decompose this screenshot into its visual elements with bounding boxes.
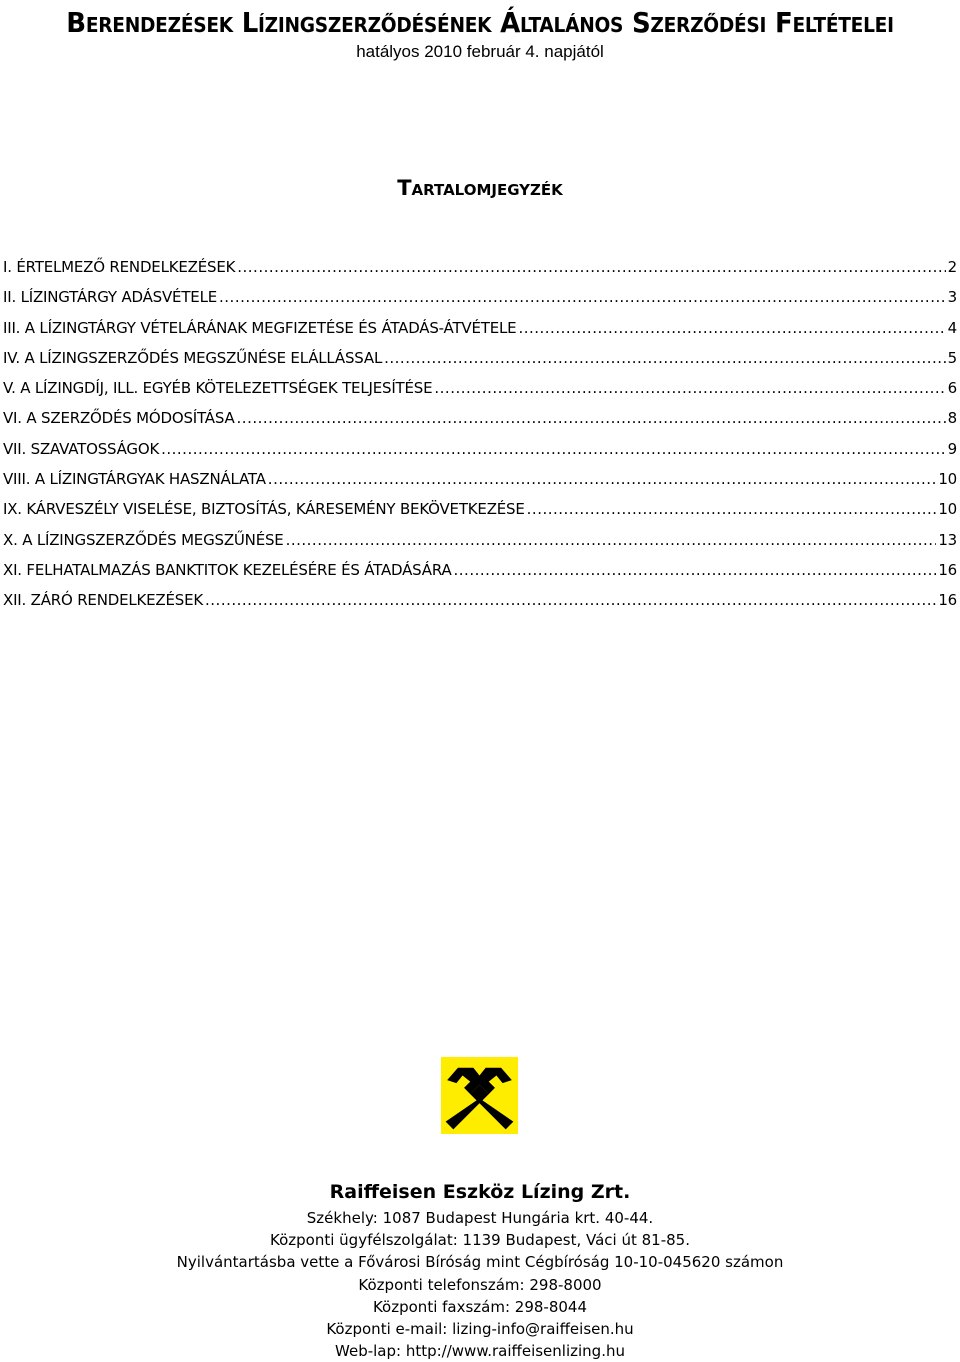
toc-entry-page: 6 xyxy=(947,379,957,398)
toc-dot-leader xyxy=(518,319,945,337)
toc-entry-title: IV. A LÍZINGSZERZŐDÉS MEGSZŰNÉSE ELÁLLÁSSAL xyxy=(3,348,383,367)
toc-entry-title: VIII. A LÍZINGTÁRGYAK HASZNÁLATA xyxy=(3,470,266,489)
toc-dot-leader xyxy=(384,349,946,367)
toc-entry[interactable] xyxy=(3,258,957,288)
footer-customer-service: Központi ügyfélszolgálat: 1139 Budapest, Váci út 81-85. xyxy=(270,1231,690,1250)
toc-entry[interactable] xyxy=(3,379,957,409)
toc-entry-title: I. ÉRTELMEZŐ RENDELKEZÉSEK xyxy=(3,258,236,276)
toc-entry[interactable] xyxy=(3,470,957,500)
toc-dot-leader xyxy=(237,409,946,427)
toc-dot-leader xyxy=(527,500,937,518)
toc-entry[interactable] xyxy=(3,409,957,439)
table-of-contents xyxy=(3,258,957,622)
toc-entry-page: 4 xyxy=(947,318,957,337)
toc-entry-page: 16 xyxy=(938,591,957,610)
toc-entry-page: 10 xyxy=(938,500,957,519)
toc-entry-page: 5 xyxy=(947,348,957,367)
toc-dot-leader xyxy=(237,258,945,276)
toc-dot-leader xyxy=(205,591,936,609)
toc-entry-page: 16 xyxy=(938,560,957,579)
toc-heading: Tartalomjegyzék xyxy=(397,176,563,200)
toc-entry[interactable] xyxy=(3,319,957,349)
toc-dot-leader xyxy=(454,561,937,579)
toc-entry-page: 3 xyxy=(947,288,957,307)
toc-entry-title: VII. SZAVATOSSÁGOK xyxy=(3,439,160,458)
company-name: Raiffeisen Eszköz Lízing Zrt. xyxy=(329,1181,631,1203)
toc-entry-title: VI. A SZERZŐDÉS MÓDOSÍTÁSA xyxy=(3,409,235,428)
footer-address: Székhely: 1087 Budapest Hungária krt. 40-44. xyxy=(306,1209,654,1227)
document-title: Berendezések Lízingszerződésének Általános Szerződési Feltételei xyxy=(66,6,894,39)
toc-entry-page: 2 xyxy=(947,258,957,276)
toc-dot-leader xyxy=(286,531,937,549)
toc-entry[interactable] xyxy=(3,288,957,318)
company-footer xyxy=(0,1178,960,1362)
toc-entry-page: 8 xyxy=(947,409,957,428)
toc-entry-title: V. A LÍZINGDÍJ, ILL. EGYÉB KÖTELEZETTSÉGEK TELJESÍTÉSE xyxy=(3,379,433,398)
toc-dot-leader xyxy=(161,440,946,458)
document-subtitle: hatályos 2010 február 4. napjától xyxy=(356,42,604,61)
toc-entry[interactable] xyxy=(3,561,957,591)
toc-entry[interactable] xyxy=(3,531,957,561)
footer-email[interactable]: Központi e-mail: lizing-info@raiffeisen.hu xyxy=(326,1319,634,1338)
footer-registration: Nyilvántartásba vette a Fővárosi Bíróság mint Cégbíróság 10-10-045620 számon xyxy=(176,1253,784,1272)
raiffeisen-logo-icon xyxy=(441,1057,518,1134)
toc-entry-title: II. LÍZINGTÁRGY ADÁSVÉTELE xyxy=(3,288,218,307)
footer-website[interactable]: Web-lap: http://www.raiffeisenlizing.hu xyxy=(335,1342,625,1361)
toc-dot-leader xyxy=(219,288,946,306)
toc-entry[interactable] xyxy=(3,500,957,530)
toc-entry-title: XI. FELHATALMAZÁS BANKTITOK KEZELÉSÉRE ÉS ÁTADÁSÁRA xyxy=(3,560,452,579)
toc-entry-title: IX. KÁRVESZÉLY VISELÉSE, BIZTOSÍTÁS, KÁRESEMÉNY BEKÖVETKEZÉSE xyxy=(3,500,525,519)
toc-dot-leader xyxy=(268,470,937,488)
toc-entry[interactable] xyxy=(3,591,957,621)
toc-entry-title: III. A LÍZINGTÁRGY VÉTELÁRÁNAK MEGFIZETÉSE ÉS ÁTADÁS-ÁTVÉTELE xyxy=(3,318,517,337)
toc-entry-page: 10 xyxy=(938,470,957,489)
toc-entry-title: X. A LÍZINGSZERZŐDÉS MEGSZŰNÉSE xyxy=(3,530,284,549)
toc-entry-page: 13 xyxy=(938,530,957,549)
toc-dot-leader xyxy=(434,379,945,397)
toc-entry[interactable] xyxy=(3,440,957,470)
footer-fax: Központi faxszám: 298-8044 xyxy=(372,1297,588,1316)
footer-phone: Központi telefonszám: 298-8000 xyxy=(358,1275,602,1294)
toc-entry-title: XII. ZÁRÓ RENDELKEZÉSEK xyxy=(3,591,204,610)
toc-entry[interactable] xyxy=(3,349,957,379)
toc-entry-page: 9 xyxy=(947,439,957,458)
